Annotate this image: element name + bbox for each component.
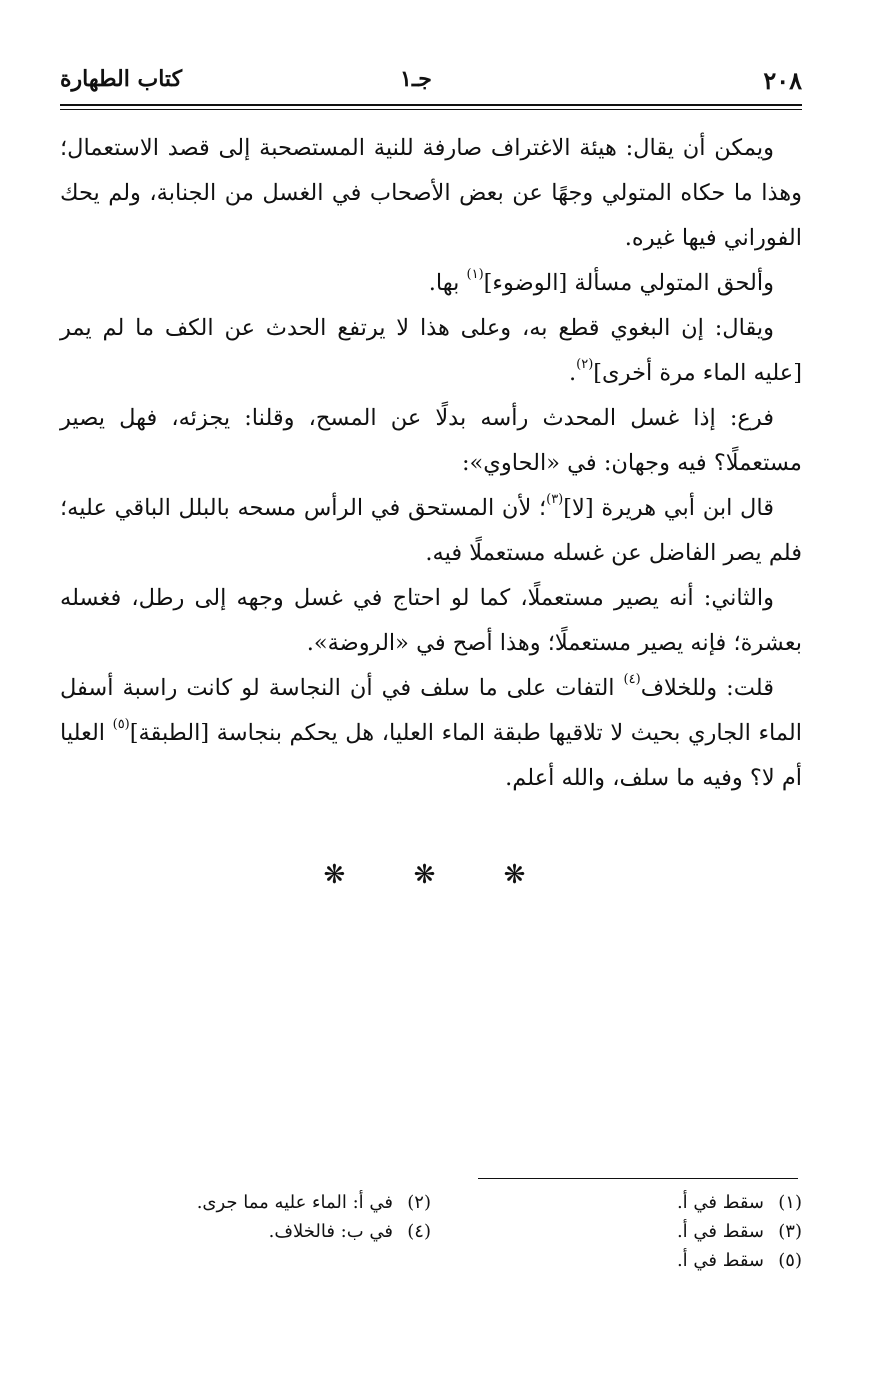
paragraph-text: العليا أم لا؟ وفيه ما سلف، والله أعلم. [60, 720, 802, 791]
section-separator: ❋ ❋ ❋ [323, 860, 556, 890]
paragraph [60, 486, 802, 576]
footnote [60, 1217, 431, 1246]
paragraph [60, 261, 802, 306]
footnote [60, 1188, 431, 1217]
book-title: كتاب الطهارة [60, 66, 183, 92]
footnote-text: سقط في أ. [676, 1250, 764, 1271]
footnote-text: سقط في أ. [676, 1192, 764, 1213]
paragraph-text: وألحق المتولي مسألة [الوضوء] [483, 270, 774, 296]
footnote-row [60, 1188, 802, 1217]
footnote-ref: (٢) [576, 357, 594, 372]
footnote-text: سقط في أ. [676, 1221, 764, 1242]
page-number: ٢٠٨ [763, 66, 802, 95]
paragraph-text: قلت: وللخلاف [640, 675, 774, 701]
footnote-number: (٥) [778, 1250, 802, 1271]
footnote [412, 1246, 802, 1275]
paragraph-text: قال ابن أبي هريرة [لا] [563, 495, 774, 521]
main-text [60, 126, 802, 801]
footnote-ref: (١) [466, 267, 484, 282]
footnote-number: (٢) [407, 1192, 431, 1213]
header-rule [60, 104, 802, 106]
footnote-rule [478, 1178, 798, 1179]
paragraph-text: والثاني: أنه يصير مستعملًا، كما لو احتاج في غسل وجهه إلى رطل، فغسله بعشرة؛ فإنه يصير مستعملًا؛ وهذا أصح في «الروضة». [60, 585, 802, 656]
footnote-row [60, 1246, 802, 1275]
footnote-row [60, 1217, 802, 1246]
paragraph [60, 306, 802, 396]
footnote-number: (٣) [778, 1221, 802, 1242]
paragraph-text: ؛ لأن المستحق في الرأس مسحه بالبلل الباقي عليه؛ فلم يصر الفاضل عن غسله مستعملًا فيه. [60, 495, 802, 566]
footnote-number: (٤) [407, 1221, 431, 1242]
footnote-text: في ب: فالخلاف. [268, 1221, 393, 1242]
running-header [60, 62, 802, 102]
paragraph [60, 666, 802, 801]
footnote-ref: (٤) [623, 672, 641, 687]
footnote-ref: (٥) [112, 717, 130, 732]
paragraph-text: بها. [428, 270, 467, 296]
paragraph [60, 576, 802, 666]
paragraph-text: التفات على ما سلف في أن النجاسة لو كانت راسبة أسفل الماء الجاري بحيث لا تلاقيها طبقة الماء العليا، هل يحكم بنجاسة [الطبقة] [60, 675, 802, 746]
paragraph-text: فرع: إذا غسل المحدث رأسه بدلًا عن المسح، وقلنا: يجزئه، فهل يصير مستعملًا؟ فيه وجهان: في «الحاوي»: [60, 405, 802, 476]
paragraph [60, 396, 802, 486]
footnote [431, 1217, 802, 1246]
footnote [431, 1188, 802, 1217]
footnote-ref: (٣) [546, 492, 564, 507]
paragraph-text: ويقال: إن البغوي قطع به، وعلى هذا لا يرتفع الحدث عن الكف ما لم يمر [عليه الماء مرة أخرى] [60, 315, 802, 386]
paragraph [60, 126, 802, 261]
footnotes [60, 1188, 802, 1275]
volume-label: جـ١ [400, 66, 432, 92]
footnote-number: (١) [778, 1192, 802, 1213]
header-rule-thin [60, 109, 802, 110]
paragraph-text: ويمكن أن يقال: هيئة الاغتراف صارفة للنية المستصحبة إلى قصد الاستعمال؛ وهذا ما حكاه المتولي وجهًا عن بعض الأصحاب في الغسل من الجنابة، ولم يحك الفوراني فيها غيره. [60, 135, 802, 251]
paragraph-text: . [568, 360, 577, 386]
footnote-text: في أ: الماء عليه مما جرى. [196, 1192, 393, 1213]
